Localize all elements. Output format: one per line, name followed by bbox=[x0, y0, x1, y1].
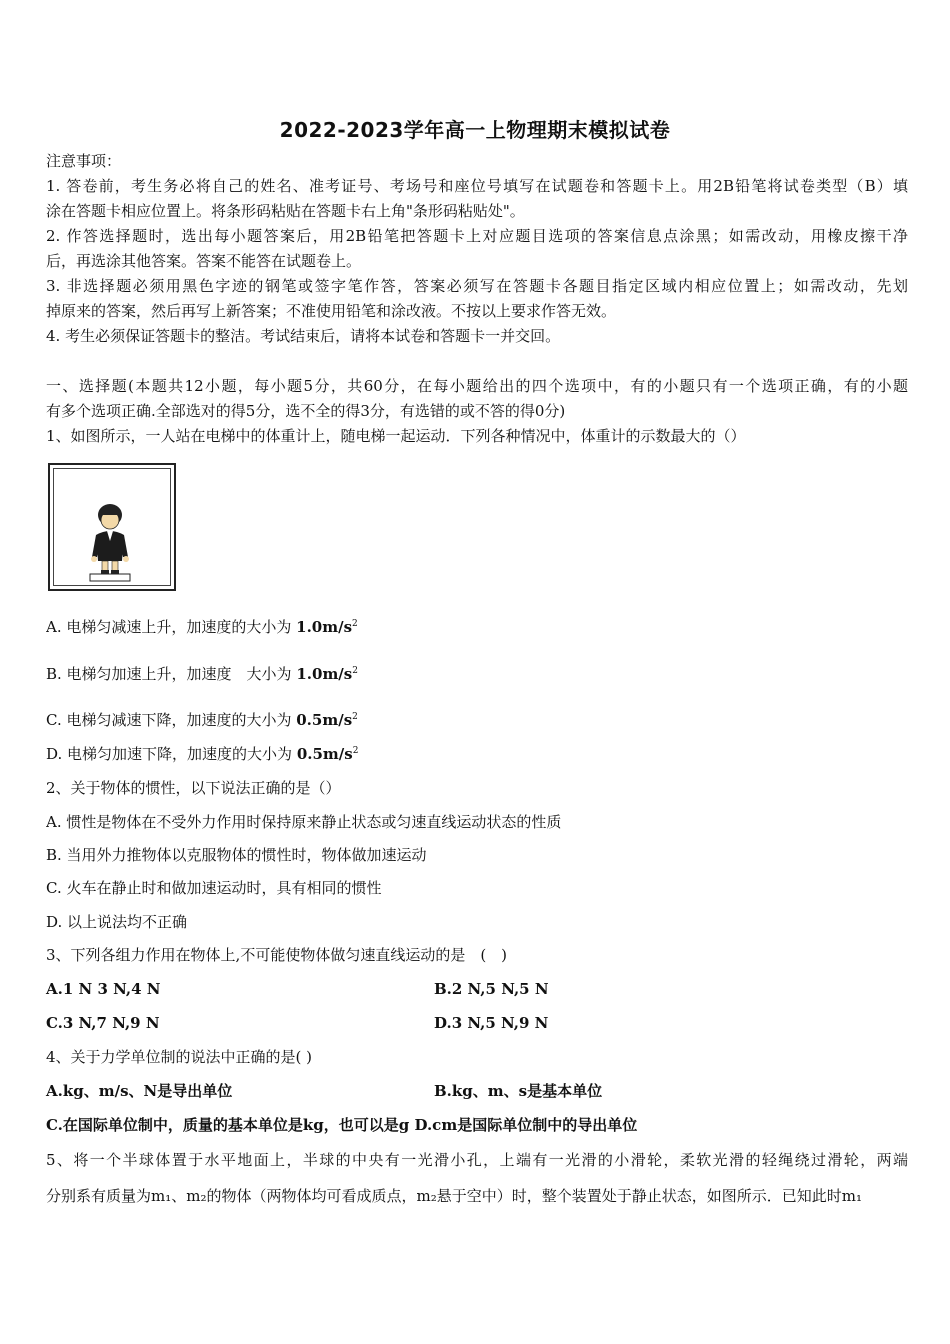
question-2-option-d: D. 以上说法均不正确 bbox=[46, 913, 188, 931]
question-4-stem: 4、关于力学单位制的说法中正确的是( ) bbox=[46, 1048, 313, 1066]
page-title: 2022-2023学年高一上物理期末模拟试卷 bbox=[279, 118, 671, 142]
question-4-option-a: A.kg、m/s、N是导出单位 bbox=[46, 1082, 233, 1100]
question-1-option-b bbox=[46, 664, 908, 684]
option-text: D. 电梯匀加速下降，加速度的大小为 bbox=[46, 745, 297, 763]
notice-line: 3. 非选择题必须用黑色字迹的钢笔或签字笔作答，答案必须写在答题卡各题目指定区域内相应位置上；如需改动，先划 bbox=[46, 277, 908, 295]
option-exponent: 2 bbox=[352, 619, 358, 629]
notice-line: 掉原来的答案，然后再写上新答案；不准使用铅笔和涂改液。不按以上要求作答无效。 bbox=[46, 302, 617, 320]
question-3-option-b: B.2 N,5 N,5 N bbox=[434, 980, 549, 998]
question-3-option-a: A.1 N 3 N,4 N bbox=[46, 980, 161, 998]
question-3-option-c: C.3 N,7 N,9 N bbox=[46, 1014, 160, 1032]
option-text: C. 电梯匀减速下降，加速度的大小为 bbox=[46, 711, 297, 729]
question-2-option-a: A. 惯性是物体在不受外力作用时保持原来静止状态或匀速直线运动状态的性质 bbox=[46, 813, 562, 831]
notice-line: 后，再选涂其他答案。答案不能答在试题卷上。 bbox=[46, 252, 362, 270]
question-2-option-c: C. 火车在静止时和做加速运动时，具有相同的惯性 bbox=[46, 879, 382, 897]
option-text: A. 电梯匀减速上升，加速度的大小为 bbox=[46, 618, 297, 636]
question-2-option-b: B. 当用外力推物体以克服物体的惯性时，物体做加速运动 bbox=[46, 846, 427, 864]
option-exponent: 2 bbox=[352, 712, 358, 722]
question-5-stem-cont: 分别系有质量为m₁、m₂的物体（两物体均可看成质点，m₂悬于空中）时，整个装置处于静止状态，如图所示．已知此时m₁ bbox=[46, 1187, 862, 1205]
notice-heading: 注意事项： bbox=[46, 152, 122, 170]
option-exponent: 2 bbox=[352, 746, 359, 756]
question-1-option-d bbox=[46, 744, 908, 764]
question-1-option-a bbox=[46, 617, 908, 637]
question-4-option-c: C.在国际单位制中，质量的基本单位是kg，也可以是g D.cm是国际单位制中的导出单位 bbox=[46, 1116, 638, 1134]
option-value: 1.0m/s bbox=[296, 618, 353, 636]
question-1-stem: 1、如图所示，一人站在电梯中的体重计上，随电梯一起运动．下列各种情况中，体重计的示数最大的（） bbox=[46, 427, 746, 445]
notice-line: 涂在答题卡相应位置上。将条形码粘贴在答题卡右上角"条形码粘贴处"。 bbox=[46, 202, 525, 220]
option-value: 0.5m/s bbox=[296, 711, 353, 729]
option-value: 0.5m/s bbox=[296, 745, 353, 763]
elevator-figure bbox=[48, 463, 176, 591]
section-heading-cont: 有多个选项正确.全部选对的得5分，选不全的得3分，有选错的或不答的得0分) bbox=[46, 402, 566, 420]
question-3-option-d: D.3 N,5 N,9 N bbox=[434, 1014, 549, 1032]
question-4-option-b: B.kg、m、s是基本单位 bbox=[434, 1082, 603, 1100]
notice-line: 1. 答卷前，考生务必将自己的姓名、准考证号、考场号和座位号填写在试题卷和答题卡上。用2B铅笔将试卷类型（B）填 bbox=[46, 177, 908, 195]
question-1-option-c bbox=[46, 710, 908, 730]
notice-line: 4. 考生必须保证答题卡的整洁。考试结束后，请将本试卷和答题卡一并交回。 bbox=[46, 327, 561, 345]
notice-line: 2. 作答选择题时，选出每小题答案后，用2B铅笔把答题卡上对应题目选项的答案信息点涂黑；如需改动，用橡皮擦干净 bbox=[46, 227, 908, 245]
option-exponent: 2 bbox=[352, 666, 358, 676]
question-3-stem: 3、下列各组力作用在物体上,不可能使物体做匀速直线运动的是 ( ) bbox=[46, 946, 508, 964]
question-5-stem: 5、将一个半球体置于水平地面上，半球的中央有一光滑小孔，上端有一光滑的小滑轮，柔软光滑的轻绳绕过滑轮，两端 bbox=[46, 1151, 908, 1169]
person-on-scale-icon bbox=[50, 465, 174, 589]
option-text: B. 电梯匀加速上升，加速度 大小为 bbox=[46, 665, 297, 683]
option-value: 1.0m/s bbox=[296, 665, 353, 683]
section-heading: 一、选择题(本题共12小题，每小题5分，共60分，在每小题给出的四个选项中，有的小题只有一个选项正确，有的小题 bbox=[46, 377, 908, 395]
question-2-stem: 2、关于物体的惯性，以下说法正确的是（） bbox=[46, 779, 341, 797]
